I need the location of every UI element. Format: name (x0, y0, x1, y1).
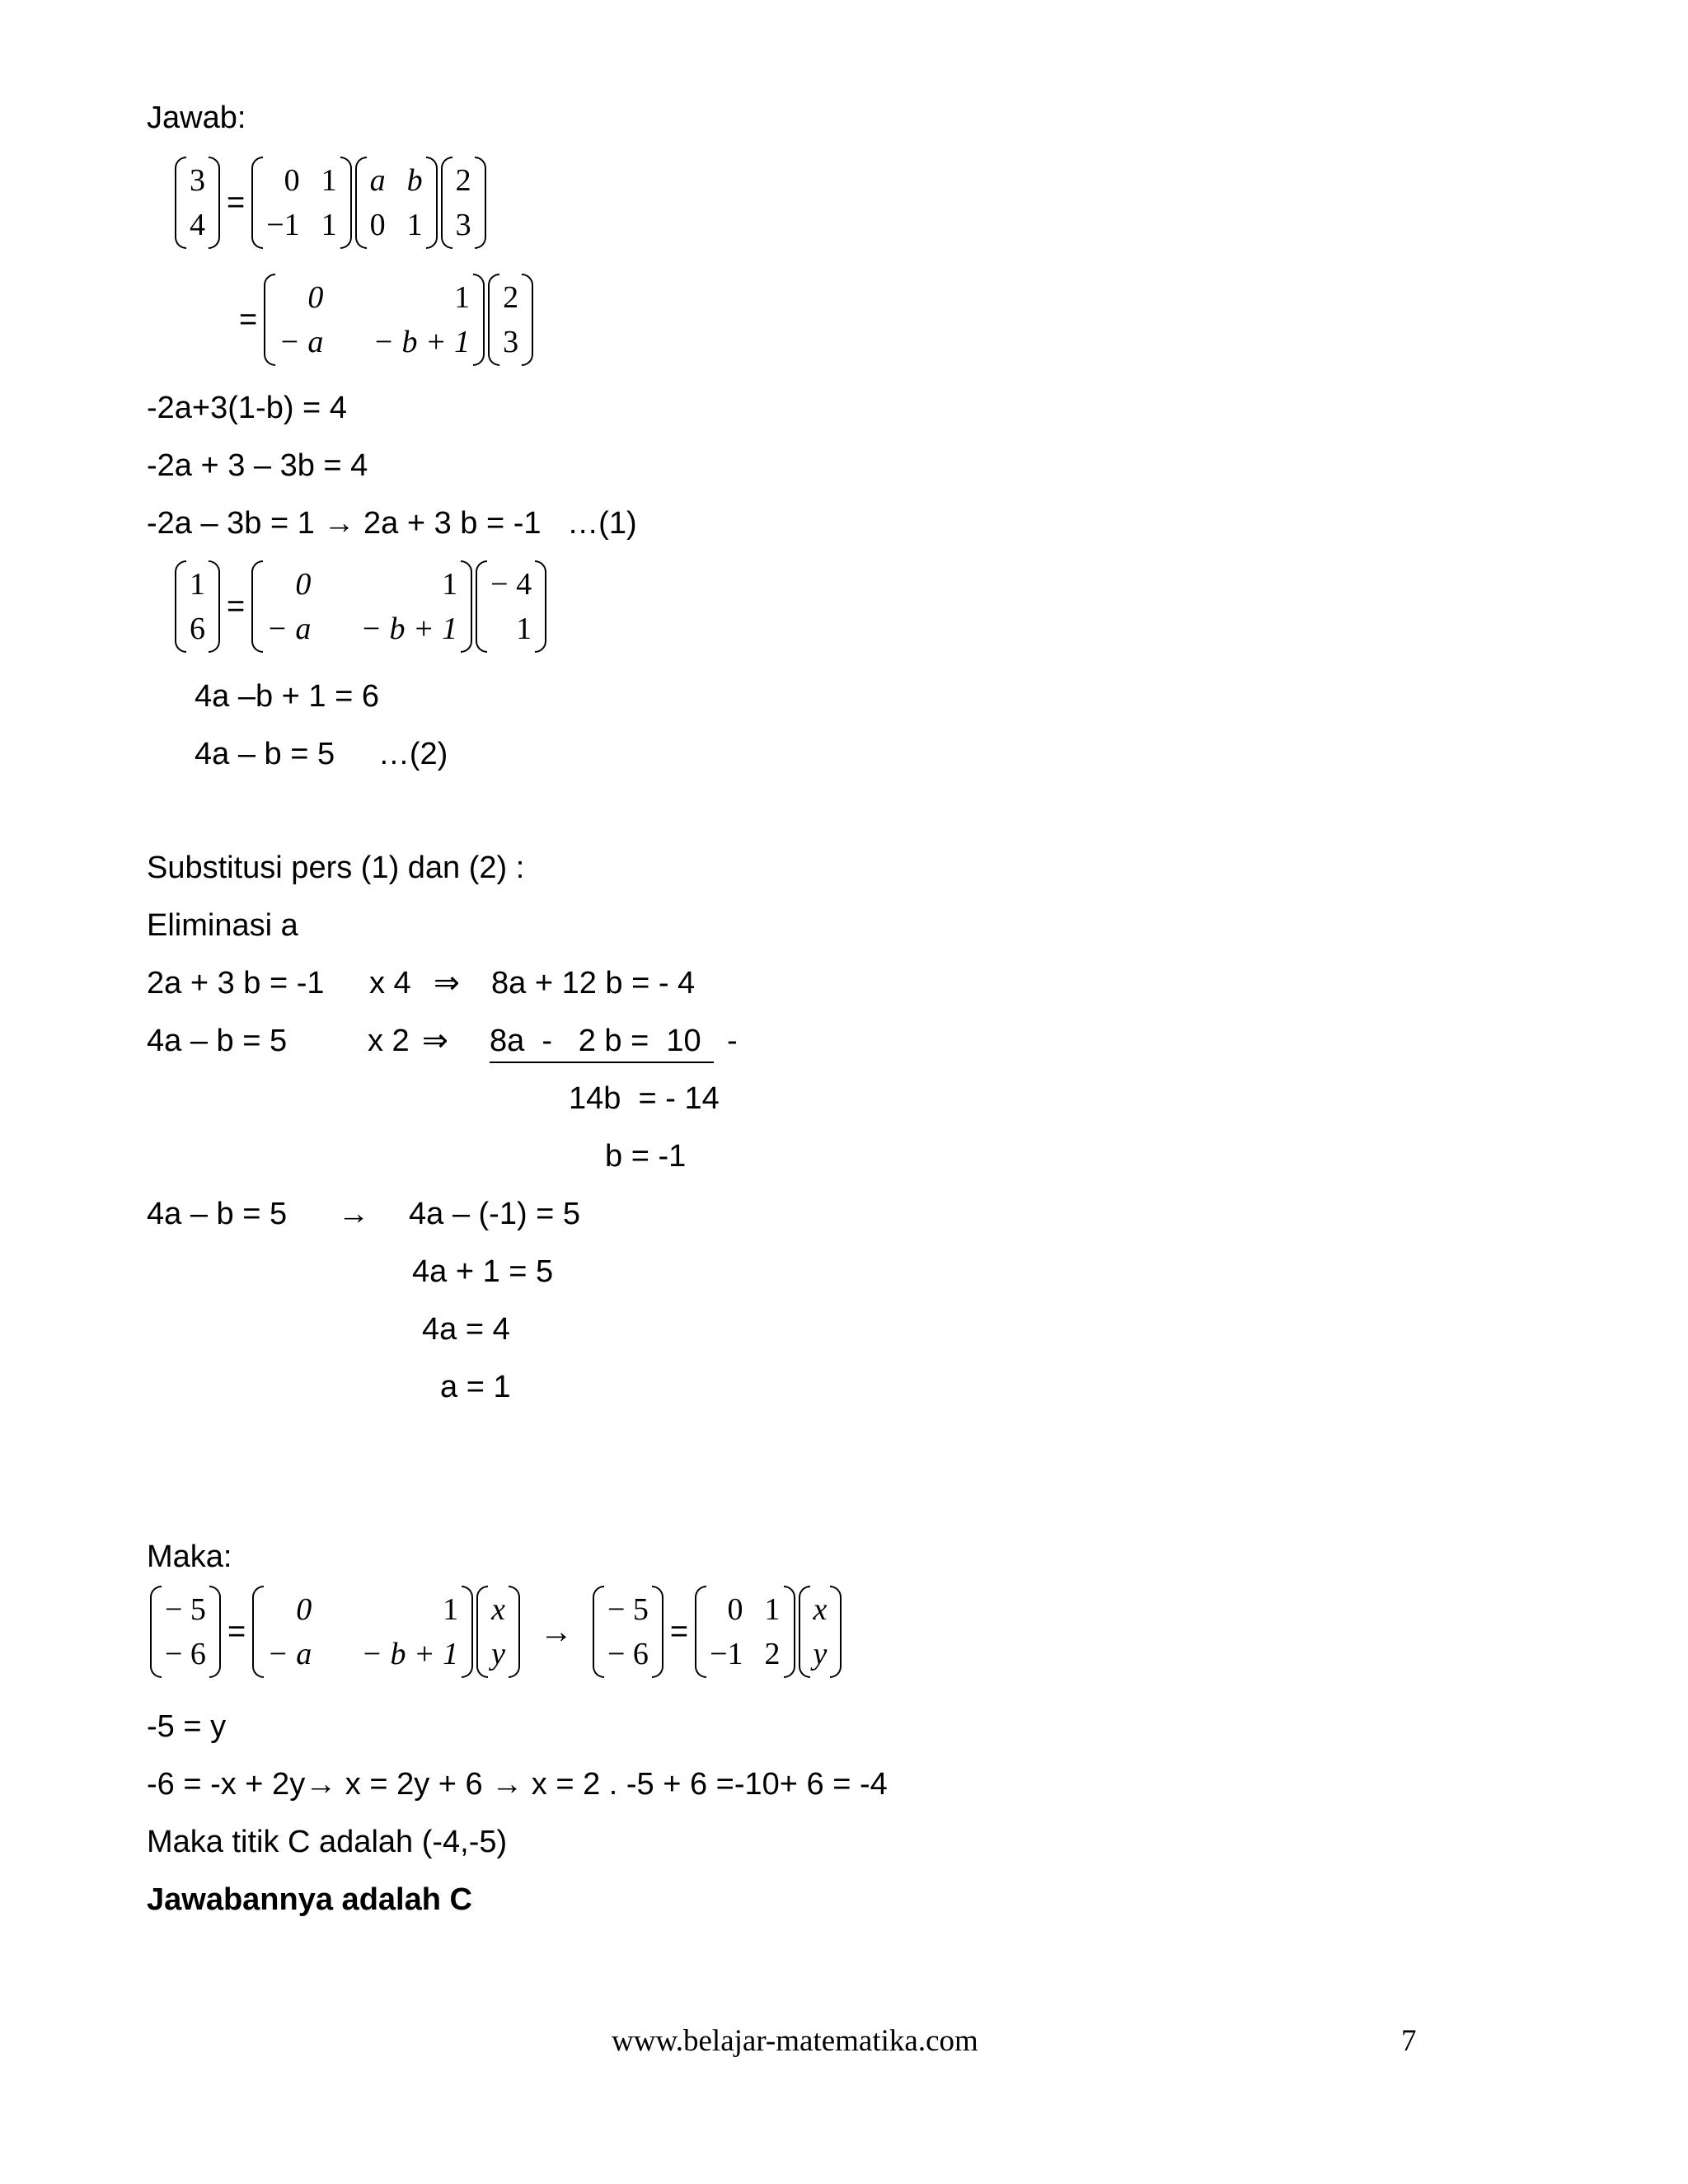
footer-url: www.belajar-matematika.com (612, 2024, 978, 2058)
final-line-2: -6 = -x + 2y→ x = 2y + 6 → x = 2 . -5 + 6 =-10+ 6 = -4 (147, 1767, 888, 1802)
matrix-cell: − b + 1 (360, 612, 458, 646)
final-line-1: -5 = y (147, 1709, 227, 1744)
elim-result-b: b = -1 (605, 1139, 687, 1174)
matrix-cell: 3 (190, 163, 205, 198)
elim-result: 14b = - 14 (569, 1081, 720, 1116)
solve-step: 4a – (-1) = 5 (409, 1197, 581, 1231)
matrix (150, 1586, 221, 1678)
matrix (476, 1586, 520, 1678)
matrix-cell: b (406, 163, 423, 198)
arrow-icon: → (539, 1613, 573, 1650)
matrix (175, 560, 220, 653)
implies-icon: ⇒ (422, 1024, 448, 1058)
matrix-cell: − a (267, 1637, 312, 1671)
matrix-cell: x (813, 1592, 828, 1627)
matrix-cell: 6 (190, 612, 205, 646)
elim-row-1-mult: x 4 (369, 966, 411, 1001)
substitution-heading: Substitusi pers (1) dan (2) : (147, 851, 525, 885)
matrix-cell: 1 (443, 1592, 459, 1627)
solve-left: 4a – b = 5 (147, 1197, 288, 1231)
matrix-equation-1 (173, 157, 488, 249)
matrix-cell: − 5 (165, 1592, 206, 1627)
equals-sign: = (227, 1614, 246, 1649)
arrow-icon: → (305, 1767, 337, 1802)
equation-line: -2a + 3 – 3b = 4 (147, 448, 368, 483)
matrix-cell: 0 (284, 163, 300, 198)
elimination-heading: Eliminasi a (147, 908, 298, 943)
matrix-cell: 0 (307, 280, 324, 315)
matrix-cell: − b + 1 (373, 325, 471, 359)
equation-line: 4a –b + 1 = 6 (195, 679, 379, 714)
equation-line: -2a – 3b = 1 → 2a + 3 b = -1 …(1) (147, 506, 637, 541)
matrix (251, 560, 472, 653)
jawab-label: Jawab: (147, 101, 246, 135)
matrix-cell: − 6 (165, 1637, 206, 1671)
arrow-icon: → (491, 1767, 523, 1802)
elim-row-2-right: 8a - 2 b = 10 (490, 1025, 714, 1063)
matrix-equation-2 (234, 274, 535, 366)
elim-row-2-left: 4a – b = 5 (147, 1024, 288, 1058)
solve-step: 4a + 1 = 5 (412, 1254, 554, 1289)
final-line-3: Maka titik C adalah (-4,-5) (147, 1825, 508, 1859)
matrix-cell: − b + 1 (361, 1637, 459, 1671)
matrix-cell: −1 (266, 208, 300, 242)
equals-sign: = (239, 302, 258, 337)
matrix (799, 1586, 842, 1678)
matrix-cell: 1 (442, 567, 458, 602)
matrix-cell: 1 (321, 163, 337, 198)
elim-row-2-mult: x 2 (368, 1024, 410, 1058)
equals-sign: = (227, 588, 246, 624)
page-number: 7 (1401, 2024, 1417, 2058)
equation-line: 4a – b = 5 …(2) (195, 737, 448, 771)
matrix-cell: 1 (321, 208, 337, 242)
matrix-cell: 0 (369, 208, 386, 242)
elim-row-1-right: 8a + 12 b = - 4 (491, 966, 696, 1001)
matrix (251, 157, 351, 249)
equals-sign: = (669, 1614, 689, 1649)
matrix-cell: 3 (455, 208, 471, 242)
matrix (252, 1586, 473, 1678)
matrix-cell: 1 (406, 208, 423, 242)
matrix-cell: − 5 (607, 1592, 649, 1627)
matrix-equation-4 (148, 1586, 843, 1678)
matrix (355, 157, 438, 249)
matrix-cell: −1 (710, 1637, 743, 1671)
subtract-sign: - (727, 1024, 738, 1058)
matrix (593, 1586, 663, 1678)
solve-step: a = 1 (440, 1370, 511, 1404)
arrow-icon: → (338, 1197, 369, 1231)
equation-line: -2a+3(1-b) = 4 (147, 391, 347, 425)
matrix-cell: x (491, 1592, 505, 1627)
matrix (175, 157, 220, 249)
matrix-cell: 4 (190, 208, 205, 242)
matrix (441, 157, 486, 249)
matrix-cell: a (369, 163, 386, 198)
matrix (488, 274, 533, 366)
matrix-cell: 2 (764, 1637, 781, 1671)
matrix-cell: 0 (296, 1592, 312, 1627)
matrix-cell: 1 (516, 612, 532, 646)
matrix (476, 560, 546, 653)
matrix-cell: 2 (455, 163, 471, 198)
final-answer: Jawabannya adalah C (147, 1882, 472, 1917)
elim-row-1-left: 2a + 3 b = -1 (147, 966, 325, 1001)
solve-step: 4a = 4 (422, 1312, 510, 1347)
matrix-cell: 1 (190, 567, 205, 602)
matrix-cell: y (813, 1637, 828, 1671)
implies-icon: ⇒ (434, 966, 460, 1001)
matrix-cell: 1 (454, 280, 471, 315)
equals-sign: = (227, 185, 246, 220)
matrix-cell: 0 (727, 1592, 743, 1627)
matrix-cell: − a (279, 325, 324, 359)
matrix-cell: 2 (503, 280, 519, 315)
matrix (264, 274, 485, 366)
matrix-cell: − a (266, 612, 312, 646)
maka-label: Maka: (147, 1540, 232, 1574)
matrix-equation-3 (173, 560, 548, 653)
arrow-icon: → (323, 506, 355, 541)
matrix-cell: − 4 (490, 567, 532, 602)
matrix-cell: 3 (503, 325, 519, 359)
matrix-cell: 0 (295, 567, 312, 602)
matrix-cell: y (491, 1637, 505, 1671)
matrix (695, 1586, 795, 1678)
matrix-cell: 1 (764, 1592, 781, 1627)
matrix-cell: − 6 (607, 1637, 649, 1671)
